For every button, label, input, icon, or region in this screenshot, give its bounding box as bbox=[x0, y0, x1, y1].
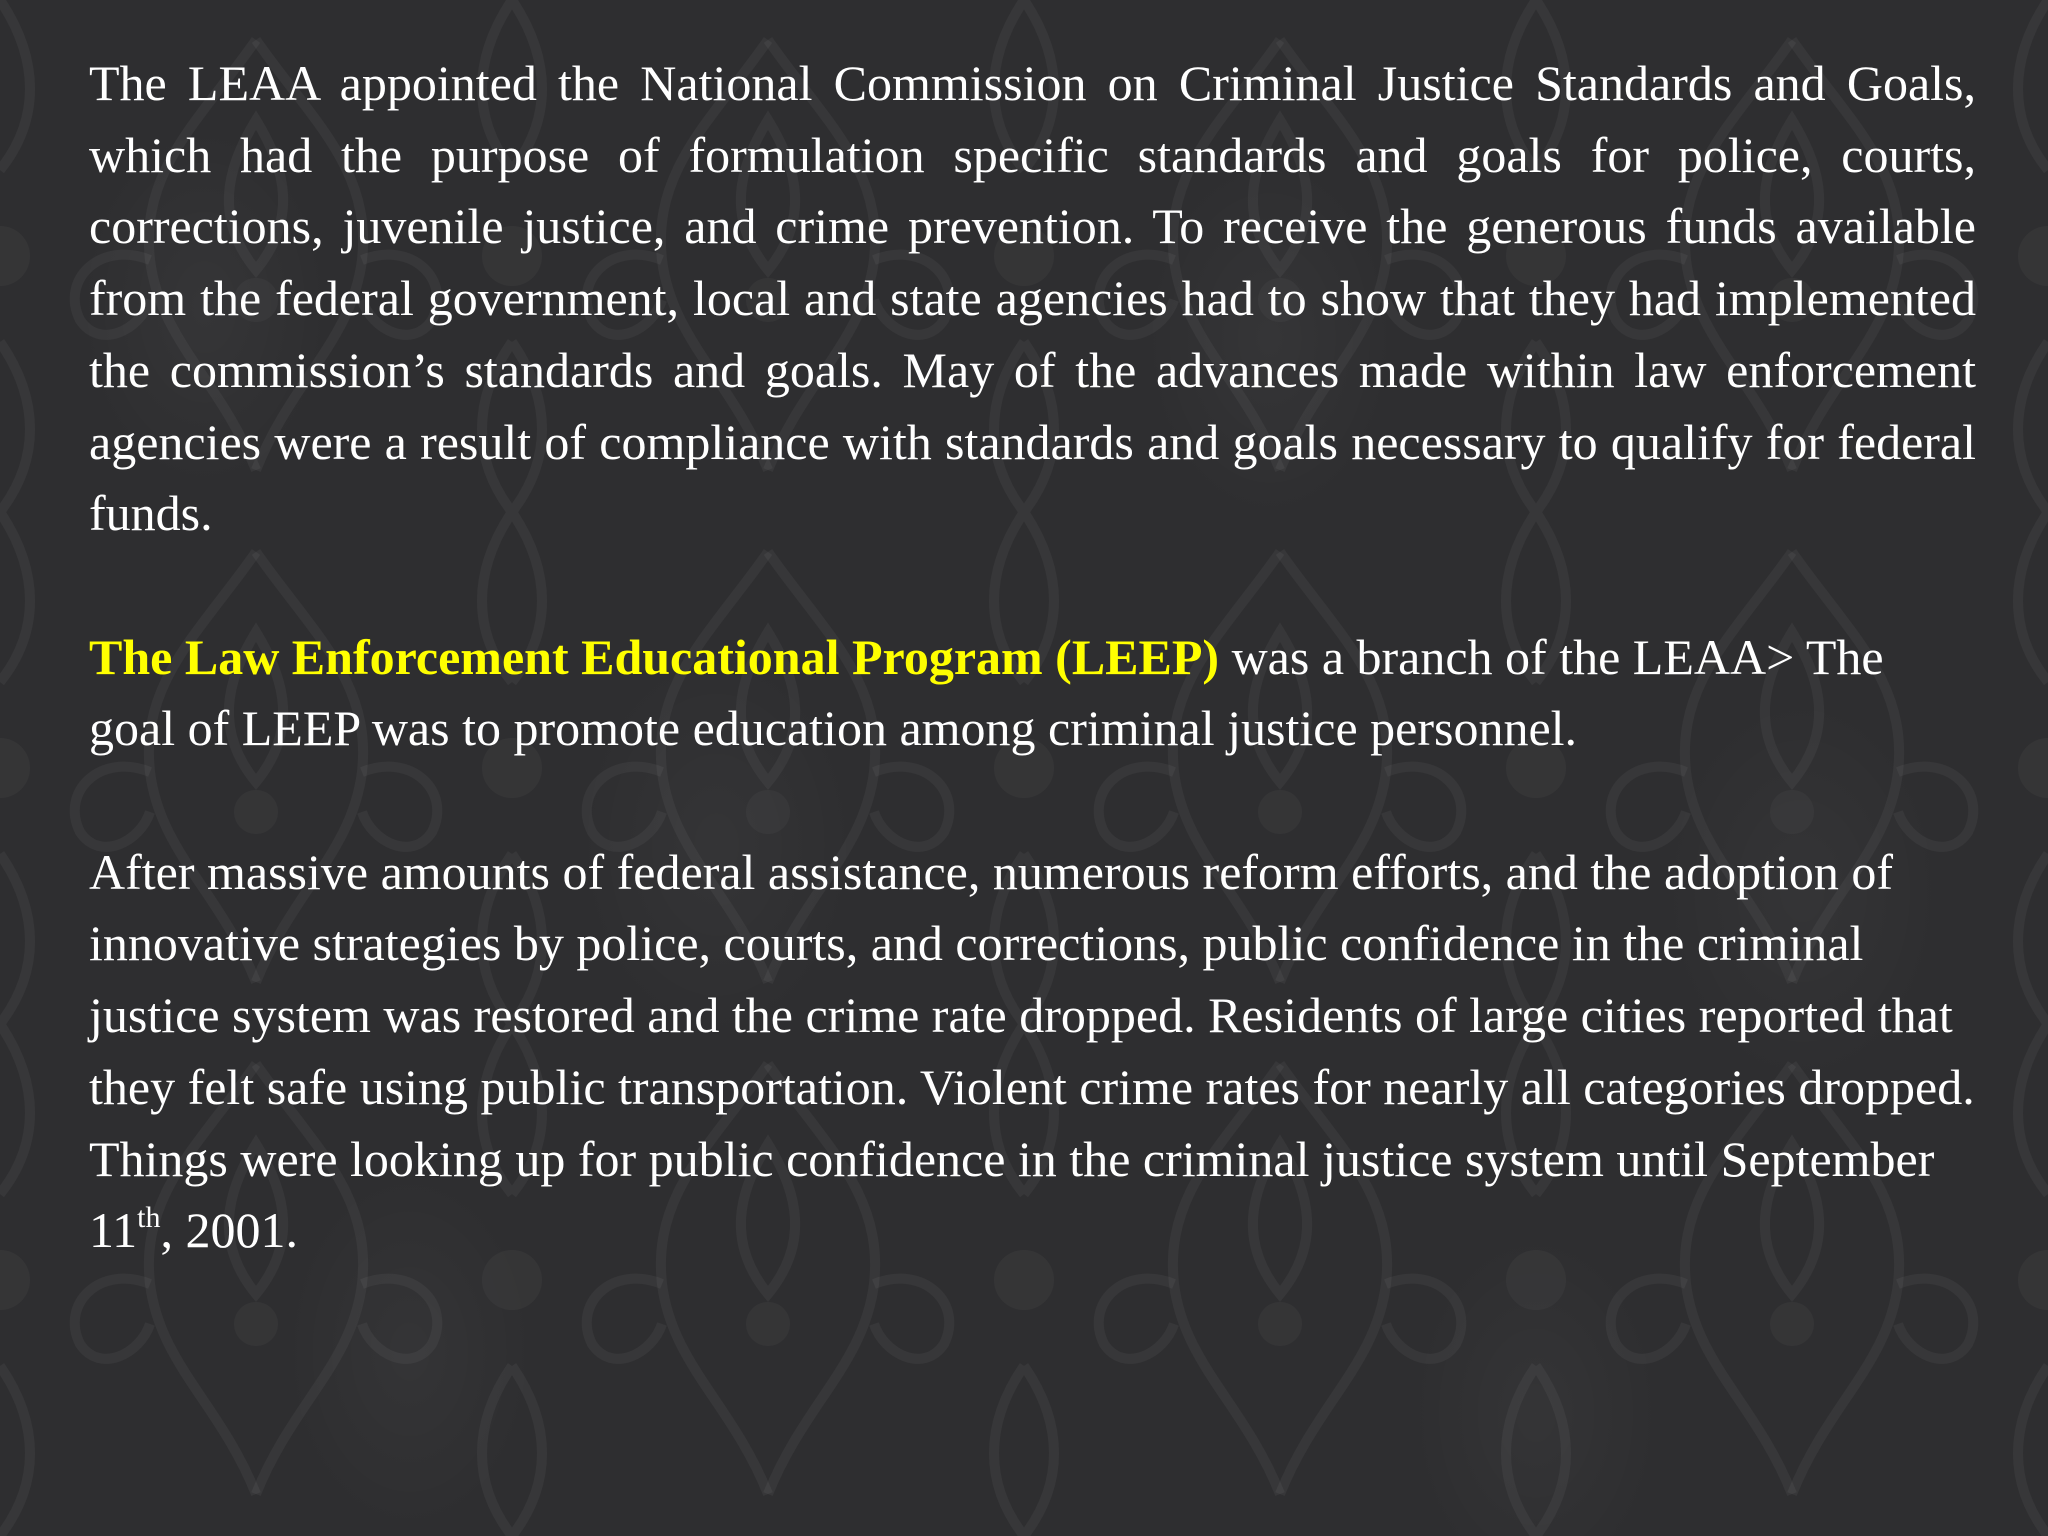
ordinal-superscript: th bbox=[137, 1201, 161, 1235]
leep-description: was a branch of the LEAA> The goal of LEEP was to promote education among criminal justice personnel. bbox=[89, 628, 1884, 757]
outcomes-text: After massive amounts of federal assistance, numerous reform efforts, and the adoption of innovative strategies by police, courts, and corrections, public confidence in the criminal justice system was restored and the crime rate dropped. Residents of large cities reported that they felt safe using public transportation. Violent crime rates for nearly all categories dropped. Things were looking up for public confidence in the criminal justice system until September 11 bbox=[89, 843, 1975, 1259]
outcomes-tail: , 2001. bbox=[160, 1202, 298, 1259]
paragraph-spacer bbox=[89, 765, 1976, 837]
slide-body bbox=[89, 48, 1976, 1267]
paragraph-leep bbox=[89, 622, 1976, 765]
paragraph-commission: The LEAA appointed the National Commission on Criminal Justice Standards and Goals, which had the purpose of formulation specific standards and goals for police, courts, corrections, juvenile justice, and crime prevention. To receive the generous funds available from the federal government, local and state agencies had to show that they had implemented the commission’s standards and goals. May of the advances made within law enforcement agencies were a result of compliance with standards and goals necessary to qualify for federal funds. bbox=[89, 55, 1976, 542]
paragraph-outcomes bbox=[89, 837, 1976, 1267]
leep-highlight: The Law Enforcement Educational Program (LEEP) bbox=[89, 628, 1220, 685]
paragraph-spacer bbox=[89, 550, 1976, 622]
